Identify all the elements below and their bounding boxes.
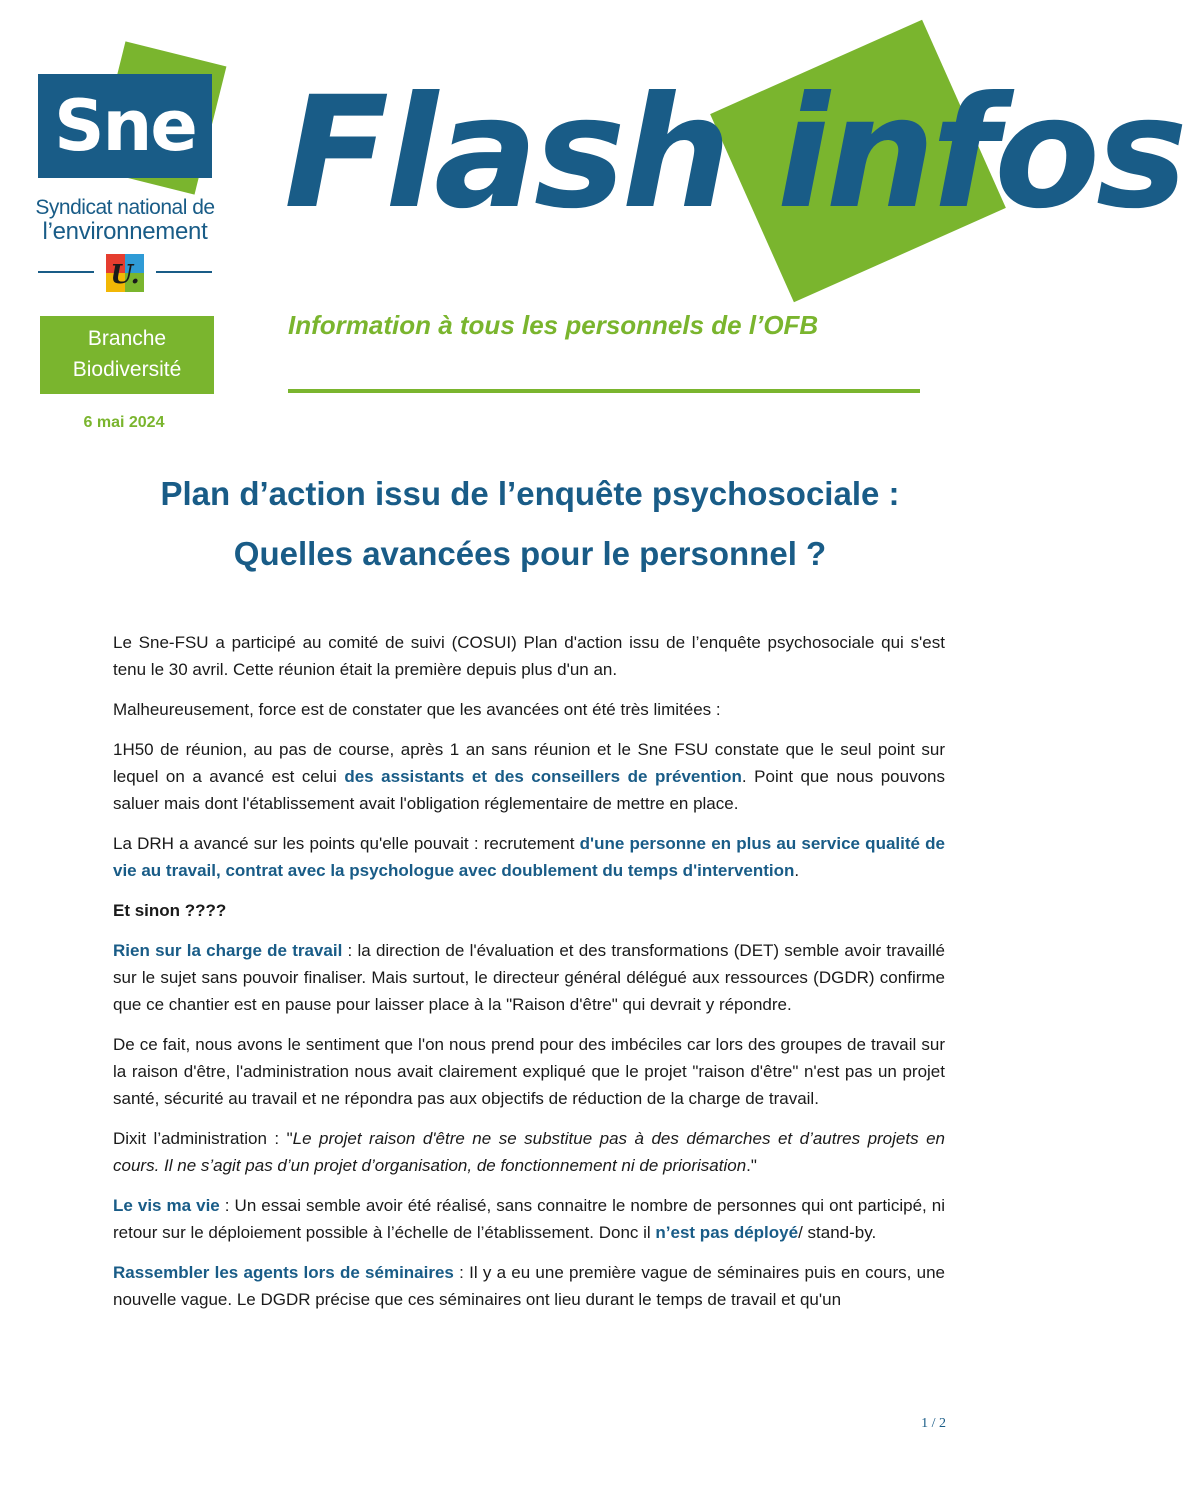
- paragraph-drh: La DRH a avancé sur les points qu'elle pouvait : recrutement d'une personne en plus au service qualité de vie au travail, contrat avec la psychologue avec doublement du temps d'intervention.: [113, 834, 945, 880]
- paragraph-findings: Malheureusement, force est de constater que les avancées ont été très limitées :: [113, 700, 721, 719]
- logo-org-line1: Syndicat national de: [35, 196, 215, 219]
- headline-line1: Plan d’action issu de l’enquête psychosociale :: [160, 475, 900, 512]
- highlight-not-deployed: n’est pas déployé: [655, 1223, 799, 1242]
- highlight-recruitment: d'une personne en plus au service qualité de vie au travail, contrat avec la psychologue avec doublement du temps d'intervention: [113, 834, 945, 880]
- highlight-workload: Rien sur la charge de travail: [113, 941, 343, 960]
- flash-infos-title: Flash infos: [284, 64, 1184, 243]
- highlight-prevention: des assistants et des conseillers de prévention: [344, 767, 742, 786]
- paragraph-quote: Dixit l’administration : "Le projet raison d'être ne se substitue pas à des démarches et d’autres projets en cours. Il ne s’agit pas d’un projet d’organisation, de fonctionnement ni de priorisation.": [113, 1129, 945, 1175]
- paragraph-intro: Le Sne-FSU a participé au comité de suivi (COSUI) Plan d'action issu de l’enquête psychosociale qui s'est tenu le 30 avril. Cette réunion était la première depuis plus d'un an.: [113, 633, 945, 679]
- headline-line2: Quelles avancées pour le personnel ?: [233, 535, 827, 572]
- subtitle-rule: [288, 389, 920, 393]
- logo-rule-right: [156, 271, 212, 273]
- administration-quote: Le projet raison d'être ne se substitue pas à des démarches et d’autres projets en cours. Il ne s’agit pas d’un projet d’organisation, de fonctionnement ni de priorisation: [113, 1129, 945, 1175]
- logo-rule-left: [38, 271, 94, 273]
- document-date: 6 mai 2024: [83, 414, 165, 431]
- paragraph-meeting: 1H50 de réunion, au pas de course, après 1 an sans réunion et le Sne FSU constate que le seul point sur lequel on a avancé est celui des assistants et des conseillers de prévention. Point que nous pouvons saluer mais dont l'établissement avait l'obligation réglementaire de mettre en place.: [113, 740, 945, 813]
- header-subtitle: Information à tous les personnels de l’OFB: [288, 310, 819, 340]
- logo-wordmark: Sne: [54, 85, 196, 167]
- fsu-logo-icon: [106, 254, 144, 292]
- paragraph-workload: Rien sur la charge de travail : la direction de l'évaluation et des transformations (DET) semble avoir travaillé sur le sujet sans pouvoir finaliser. Mais surtout, le directeur général délégué aux ressources (DGDR) confirme que ce chantier est en pause pour laisser place à la "Raison d'être" qui devrait y répondre.: [113, 941, 945, 1014]
- paragraph-raison-detre: De ce fait, nous avons le sentiment que l'on nous prend pour des imbéciles car lors des groupes de travail sur la raison d'être, l'administration nous avait clairement expliqué que le projet "raison d'être" n'est pas un projet santé, sécurité au travail et ne répondra pas aux objectifs de réduction de la charge de travail.: [113, 1035, 945, 1108]
- branch-line2: Biodiversité: [72, 358, 182, 381]
- article-body: [113, 629, 945, 1326]
- highlight-vis-ma-vie: Le vis ma vie: [113, 1196, 220, 1215]
- branch-badge: [40, 316, 214, 394]
- fsu-letter: U.: [110, 260, 140, 290]
- highlight-seminars: Rassembler les agents lors de séminaires: [113, 1263, 454, 1282]
- logo-org-line2: l’environnement: [42, 218, 208, 245]
- paragraph-seminars: Rassembler les agents lors de séminaires : Il y a eu une première vague de séminaires puis en cours, une nouvelle vague. Le DGDR précise que ces séminaires ont lieu durant le temps de travail et qu'un: [113, 1263, 945, 1309]
- branch-line1: Branche: [87, 327, 167, 350]
- page-number: 1 / 2: [921, 1416, 946, 1431]
- paragraph-question: Et sinon ????: [113, 901, 227, 920]
- paragraph-vis-ma-vie: Le vis ma vie : Un essai semble avoir été réalisé, sans connaitre le nombre de personnes qui ont participé, ni retour sur le déploiement possible à l’échelle de l’établissement. Donc il n’est pas déployé/ stand-by.: [113, 1196, 946, 1242]
